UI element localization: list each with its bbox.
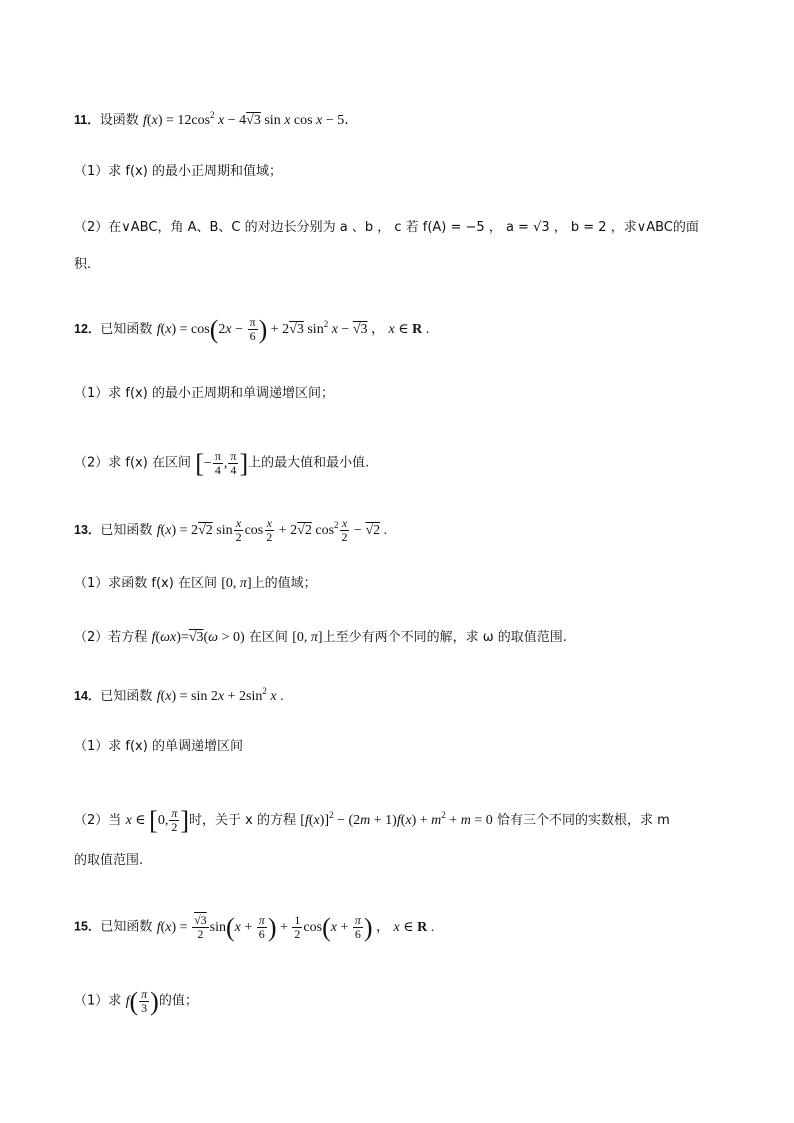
q14-formula: $f(x) = \sin 2x + 2\sin^2$ x .	[156, 686, 284, 704]
q14-part2-line2: 的取值范围.	[74, 853, 144, 868]
q14-number: 14．	[74, 689, 101, 703]
q13-part2-mid: 在区间	[248, 630, 288, 645]
q14-stem-prefix: 已知函数	[100, 689, 153, 704]
q11-stem-prefix: 设函数	[99, 113, 139, 128]
q13-stem	[74, 516, 387, 544]
q12-part2	[74, 450, 369, 477]
q13-interval-2: [0, π]	[292, 630, 323, 645]
q13-number: 13．	[74, 523, 101, 537]
q14-part2-mid: 时，关于 x 的方程	[189, 813, 296, 828]
q12-stem-prefix: 已知函数	[100, 322, 153, 337]
q15-formula: f(x) = $\frac{√3}{2}$ sin(x + $\frac{\pi}{6}$ ) + $\frac{1}{2}$ cos(x + $\frac{\pi}{6}$ ) ， x ∈ R .	[156, 912, 435, 942]
q13-formula: f(x) = 2√2 sin $\frac{x}{2}$ cos $\frac{x}{2}$ + 2√2 $\cos^2$ $\frac{x}{2}$ − √2 .	[156, 516, 388, 545]
q13-part1-prefix: （1）求函数 f(x) 在区间	[74, 576, 217, 591]
q14-part2-suffix: 恰有三个不同的实数根，求 m	[497, 813, 670, 828]
q13-part2-suffix: 上至少有两个不同的解，求 ω 的取值范围.	[322, 630, 567, 645]
q12-interval: [− $\frac{\pi}{4}$ , $\frac{\pi}{4}$ ]	[195, 448, 249, 478]
q12-part2-prefix: （2）求 f(x) 在区间	[74, 455, 191, 471]
q14-equation: $[f(x)]^2 - (2m + 1)f(x) + m^2 + m = 0$	[300, 810, 493, 828]
q15-number: 15．	[74, 919, 101, 934]
q15-part1-prefix: （1）求	[74, 993, 122, 1009]
q13-part2	[74, 628, 567, 647]
q13-part2-prefix: （2）若方程	[74, 630, 148, 645]
q15-part1	[74, 988, 198, 1015]
q13-interval-1: [0, π]	[221, 576, 252, 591]
q13-part1	[74, 574, 317, 593]
q12-formula: f(x) = cos(2x − $\frac{\pi}{6}$ ) + 2√3 $\sin^2 x - √3$ ， x ∈ R .	[156, 314, 430, 344]
q11-formula: $f(x) = 12\cos^2$ x − 4√3 sin x cos x − 5	[143, 110, 345, 128]
q12-part1: （1）求 f(x) 的最小正周期和单调递增区间；	[74, 386, 334, 401]
q14-part1: （1）求 f(x) 的单调递增区间	[74, 739, 243, 754]
q15-stem	[74, 914, 434, 941]
q13-stem-prefix: 已知函数	[100, 523, 153, 538]
q14-stem	[74, 682, 284, 706]
q12-stem	[74, 315, 429, 343]
q11-part2-line1: （2）在∨ABC，角 A、B、C 的对边长分别为 a 、b ， c 若 f(A) = −5 ， a = √3 ， b = 2 ，求∨ABC的面	[74, 220, 699, 235]
q11-part1: （1）求 f(x) 的最小正周期和值域；	[74, 164, 282, 179]
q15-value-expr: f( $\frac{\pi}{3}$ )	[125, 986, 159, 1016]
q14-domain: x ∈ [0, $\frac{\pi}{2}$ ]	[125, 805, 190, 835]
q12-part2-suffix: 上的最大值和最小值.	[248, 455, 370, 471]
q14-part2	[74, 806, 670, 834]
q15-part1-suffix: 的值；	[158, 993, 198, 1009]
q13-equation: f(ωx)=√3(ω > 0)	[151, 630, 245, 645]
q11-stem: 11．设函数 $f(x) = 12\cos^2$ x − 4√3 sin x cos x − 5.	[74, 110, 349, 128]
q11-number: 11．	[74, 113, 100, 127]
q15-stem-prefix: 已知函数	[100, 919, 153, 935]
q11-part2-line2: 积.	[74, 257, 92, 272]
q13-part1-suffix: 上的值域；	[251, 576, 317, 591]
q12-number: 12．	[74, 322, 101, 336]
q14-part2-prefix: （2）当	[74, 813, 122, 828]
